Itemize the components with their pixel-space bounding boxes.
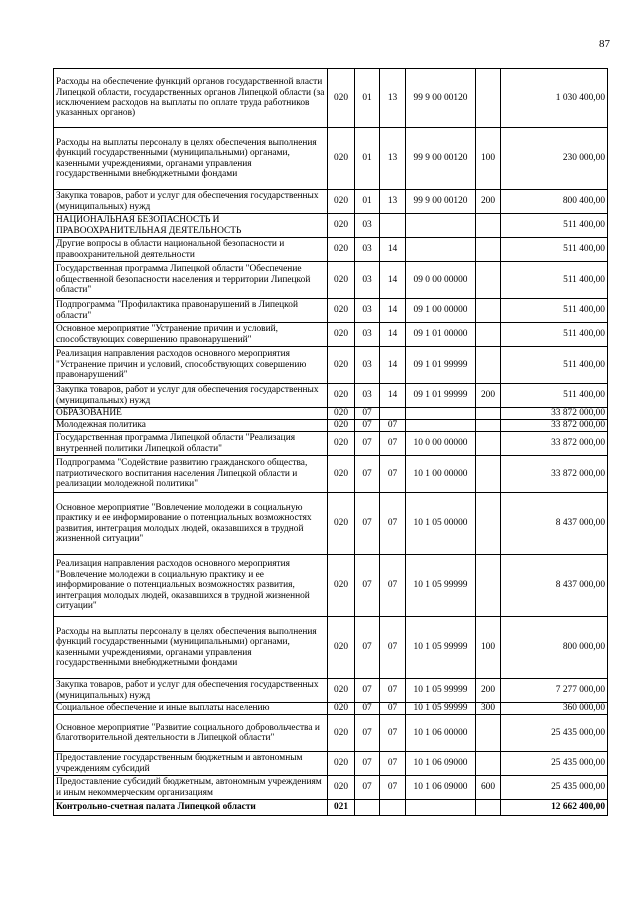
cell-ved: 020: [328, 456, 355, 493]
budget-table-body: [54, 69, 608, 816]
cell-target-article: [406, 214, 476, 238]
cell-name: Закупка товаров, работ и услуг для обеспечения государственных (муниципальных) нужд: [54, 384, 328, 408]
cell-subsection: 14: [380, 238, 406, 262]
cell-name: Предоставление субсидий бюджетным, автономным учреждениям и иным некоммерческим организациям: [54, 776, 328, 800]
cell-name: Контрольно-счетная палата Липецкой области: [54, 800, 328, 816]
cell-ved: 021: [328, 800, 355, 816]
cell-amount: 511 400,00: [501, 262, 608, 299]
cell-ved: 020: [328, 299, 355, 323]
table-row: [54, 679, 608, 703]
cell-expense-type: [476, 408, 501, 420]
cell-ved: 020: [328, 420, 355, 432]
cell-amount: 25 435 000,00: [501, 752, 608, 776]
cell-name: Реализация направления расходов основного мероприятия "Вовлечение молодежи в социальную практику и ее информирование о потенциальных возможностях развития, интеграция молодых людей, оказавшихся в трудной жизненной ситуации": [54, 555, 328, 617]
cell-amount: 25 435 000,00: [501, 715, 608, 752]
cell-amount: 7 277 000,00: [501, 679, 608, 703]
cell-expense-type: [476, 493, 501, 555]
cell-ved: 020: [328, 493, 355, 555]
cell-section: 07: [355, 555, 380, 617]
table-row: [54, 384, 608, 408]
cell-ved: 020: [328, 323, 355, 347]
cell-amount: 33 872 000,00: [501, 420, 608, 432]
cell-expense-type: [476, 214, 501, 238]
cell-expense-type: 200: [476, 190, 501, 214]
cell-expense-type: [476, 420, 501, 432]
cell-subsection: 14: [380, 384, 406, 408]
cell-name: Основное мероприятие "Вовлечение молодежи в социальную практику и ее информирование о потенциальных возможностях развития, интеграция молодых людей, оказавшихся в трудной жизненной ситуации": [54, 493, 328, 555]
cell-amount: 511 400,00: [501, 238, 608, 262]
cell-section: 03: [355, 214, 380, 238]
cell-expense-type: [476, 715, 501, 752]
cell-ved: 020: [328, 679, 355, 703]
cell-expense-type: 200: [476, 679, 501, 703]
cell-name: Реализация направления расходов основного мероприятия "Устранение причин и условий, способствующих совершению правонарушений": [54, 347, 328, 384]
cell-expense-type: 300: [476, 703, 501, 715]
cell-target-article: 09 1 01 99999: [406, 347, 476, 384]
cell-name: Расходы на обеспечение функций органов государственной власти Липецкой области, государственных органов Липецкой области (за исключением расходов на выплаты по оплате труда работников указанных органов): [54, 69, 328, 128]
cell-target-article: 10 1 05 99999: [406, 555, 476, 617]
cell-expense-type: [476, 299, 501, 323]
table-row: [54, 800, 608, 816]
cell-subsection: [380, 408, 406, 420]
cell-subsection: 07: [380, 715, 406, 752]
cell-ved: 020: [328, 128, 355, 190]
cell-amount: 25 435 000,00: [501, 776, 608, 800]
cell-target-article: 10 1 05 00000: [406, 493, 476, 555]
cell-expense-type: [476, 800, 501, 816]
table-row: [54, 420, 608, 432]
cell-name: Расходы на выплаты персоналу в целях обеспечения выполнения функций государственными (муниципальными) органами, казенными учреждениями, органами управления государственными внебюджетными фондами: [54, 128, 328, 190]
cell-section: 07: [355, 432, 380, 456]
cell-amount: 33 872 000,00: [501, 408, 608, 420]
cell-section: 07: [355, 617, 380, 679]
cell-name: Государственная программа Липецкой области "Обеспечение общественной безопасности населения и территории Липецкой области": [54, 262, 328, 299]
cell-target-article: 99 9 00 00120: [406, 190, 476, 214]
cell-amount: 511 400,00: [501, 214, 608, 238]
cell-subsection: 07: [380, 432, 406, 456]
cell-subsection: 07: [380, 679, 406, 703]
cell-name: Социальное обеспечение и иные выплаты населению: [54, 703, 328, 715]
cell-amount: 800 000,00: [501, 617, 608, 679]
table-row: [54, 456, 608, 493]
cell-target-article: 99 9 00 00120: [406, 128, 476, 190]
cell-amount: 800 400,00: [501, 190, 608, 214]
cell-ved: 020: [328, 408, 355, 420]
cell-name: Государственная программа Липецкой области "Реализация внутренней политики Липецкой области": [54, 432, 328, 456]
cell-section: 07: [355, 493, 380, 555]
cell-subsection: 07: [380, 555, 406, 617]
table-row: [54, 128, 608, 190]
page-number: 87: [599, 38, 610, 50]
cell-amount: 33 872 000,00: [501, 432, 608, 456]
table-row: [54, 752, 608, 776]
table-row: [54, 238, 608, 262]
cell-subsection: 13: [380, 128, 406, 190]
cell-target-article: 99 9 00 00120: [406, 69, 476, 128]
cell-subsection: 07: [380, 617, 406, 679]
cell-ved: 020: [328, 384, 355, 408]
cell-subsection: 13: [380, 190, 406, 214]
cell-subsection: 07: [380, 420, 406, 432]
table-row: [54, 776, 608, 800]
cell-name: Молодежная политика: [54, 420, 328, 432]
table-row: [54, 408, 608, 420]
table-row: [54, 299, 608, 323]
cell-expense-type: 600: [476, 776, 501, 800]
cell-amount: 8 437 000,00: [501, 555, 608, 617]
cell-name: ОБРАЗОВАНИЕ: [54, 408, 328, 420]
cell-ved: 020: [328, 617, 355, 679]
cell-ved: 020: [328, 776, 355, 800]
cell-expense-type: [476, 69, 501, 128]
cell-section: 07: [355, 679, 380, 703]
cell-subsection: 07: [380, 703, 406, 715]
cell-ved: 020: [328, 703, 355, 715]
cell-subsection: 14: [380, 323, 406, 347]
table-row: [54, 432, 608, 456]
table-row: [54, 703, 608, 715]
cell-amount: 511 400,00: [501, 323, 608, 347]
cell-target-article: 10 1 05 99999: [406, 703, 476, 715]
cell-amount: 12 662 400,00: [501, 800, 608, 816]
cell-subsection: 14: [380, 299, 406, 323]
cell-ved: 020: [328, 262, 355, 299]
cell-target-article: 10 0 00 00000: [406, 432, 476, 456]
cell-target-article: 10 1 06 00000: [406, 715, 476, 752]
cell-amount: 360 000,00: [501, 703, 608, 715]
table-row: [54, 617, 608, 679]
cell-section: 07: [355, 703, 380, 715]
cell-target-article: [406, 420, 476, 432]
cell-subsection: 14: [380, 347, 406, 384]
cell-target-article: 09 0 00 00000: [406, 262, 476, 299]
cell-section: 03: [355, 323, 380, 347]
cell-target-article: [406, 408, 476, 420]
cell-subsection: [380, 800, 406, 816]
cell-section: 01: [355, 69, 380, 128]
table-row: [54, 555, 608, 617]
cell-section: 03: [355, 238, 380, 262]
table-row: [54, 262, 608, 299]
cell-ved: 020: [328, 69, 355, 128]
cell-section: 01: [355, 128, 380, 190]
table-row: [54, 493, 608, 555]
cell-ved: 020: [328, 715, 355, 752]
cell-subsection: 14: [380, 262, 406, 299]
cell-section: 07: [355, 420, 380, 432]
cell-amount: 230 000,00: [501, 128, 608, 190]
cell-target-article: [406, 800, 476, 816]
cell-amount: 1 030 400,00: [501, 69, 608, 128]
cell-target-article: 10 1 05 99999: [406, 617, 476, 679]
table-row: [54, 214, 608, 238]
cell-section: 07: [355, 715, 380, 752]
table-row: [54, 347, 608, 384]
cell-expense-type: 100: [476, 128, 501, 190]
cell-expense-type: [476, 262, 501, 299]
cell-name: Подпрограмма "Профилактика правонарушений в Липецкой области": [54, 299, 328, 323]
table-row: [54, 190, 608, 214]
cell-ved: 020: [328, 214, 355, 238]
cell-subsection: [380, 214, 406, 238]
cell-ved: 020: [328, 190, 355, 214]
cell-ved: 020: [328, 555, 355, 617]
cell-target-article: 09 1 00 00000: [406, 299, 476, 323]
cell-section: 03: [355, 384, 380, 408]
cell-section: 03: [355, 347, 380, 384]
cell-name: Закупка товаров, работ и услуг для обеспечения государственных (муниципальных) нужд: [54, 190, 328, 214]
cell-subsection: 07: [380, 493, 406, 555]
cell-target-article: 10 1 05 99999: [406, 679, 476, 703]
cell-name: Закупка товаров, работ и услуг для обеспечения государственных (муниципальных) нужд: [54, 679, 328, 703]
cell-ved: 020: [328, 432, 355, 456]
cell-expense-type: [476, 555, 501, 617]
cell-expense-type: [476, 456, 501, 493]
cell-name: НАЦИОНАЛЬНАЯ БЕЗОПАСНОСТЬ И ПРАВООХРАНИТЕЛЬНАЯ ДЕЯТЕЛЬНОСТЬ: [54, 214, 328, 238]
cell-expense-type: [476, 432, 501, 456]
table-row: [54, 69, 608, 128]
cell-section: 01: [355, 190, 380, 214]
cell-name: Основное мероприятие "Развитие социального добровольчества и благотворительной деятельности в Липецкой области": [54, 715, 328, 752]
cell-target-article: 09 1 01 99999: [406, 384, 476, 408]
cell-expense-type: [476, 323, 501, 347]
cell-amount: 511 400,00: [501, 347, 608, 384]
table-row: [54, 323, 608, 347]
cell-ved: 020: [328, 752, 355, 776]
cell-target-article: 10 1 00 00000: [406, 456, 476, 493]
cell-subsection: 07: [380, 752, 406, 776]
cell-name: Другие вопросы в области национальной безопасности и правоохранительной деятельности: [54, 238, 328, 262]
cell-amount: 33 872 000,00: [501, 456, 608, 493]
table-row: [54, 715, 608, 752]
cell-amount: 511 400,00: [501, 384, 608, 408]
cell-name: Подпрограмма "Содействие развитию гражданского общества, патриотического воспитания населения Липецкой области и реализации молодежной политики": [54, 456, 328, 493]
cell-name: Расходы на выплаты персоналу в целях обеспечения выполнения функций государственными (муниципальными) органами, казенными учреждениями, органами управления государственными внебюджетными фондами: [54, 617, 328, 679]
cell-target-article: 10 1 06 09000: [406, 776, 476, 800]
cell-section: 03: [355, 299, 380, 323]
cell-section: 07: [355, 408, 380, 420]
cell-target-article: 09 1 01 00000: [406, 323, 476, 347]
cell-expense-type: [476, 238, 501, 262]
budget-table: [53, 68, 608, 816]
cell-expense-type: [476, 347, 501, 384]
cell-section: 07: [355, 456, 380, 493]
cell-ved: 020: [328, 347, 355, 384]
cell-name: Основное мероприятие "Устранение причин и условий, способствующих совершению правонарушений": [54, 323, 328, 347]
cell-section: 07: [355, 752, 380, 776]
cell-expense-type: [476, 752, 501, 776]
cell-subsection: 13: [380, 69, 406, 128]
cell-target-article: 10 1 06 09000: [406, 752, 476, 776]
cell-amount: 8 437 000,00: [501, 493, 608, 555]
cell-section: 03: [355, 262, 380, 299]
cell-subsection: 07: [380, 776, 406, 800]
cell-ved: 020: [328, 238, 355, 262]
cell-section: 07: [355, 776, 380, 800]
cell-target-article: [406, 238, 476, 262]
cell-expense-type: 100: [476, 617, 501, 679]
cell-amount: 511 400,00: [501, 299, 608, 323]
cell-section: [355, 800, 380, 816]
cell-expense-type: 200: [476, 384, 501, 408]
cell-name: Предоставление государственным бюджетным и автономным учреждениям субсидий: [54, 752, 328, 776]
cell-subsection: 07: [380, 456, 406, 493]
